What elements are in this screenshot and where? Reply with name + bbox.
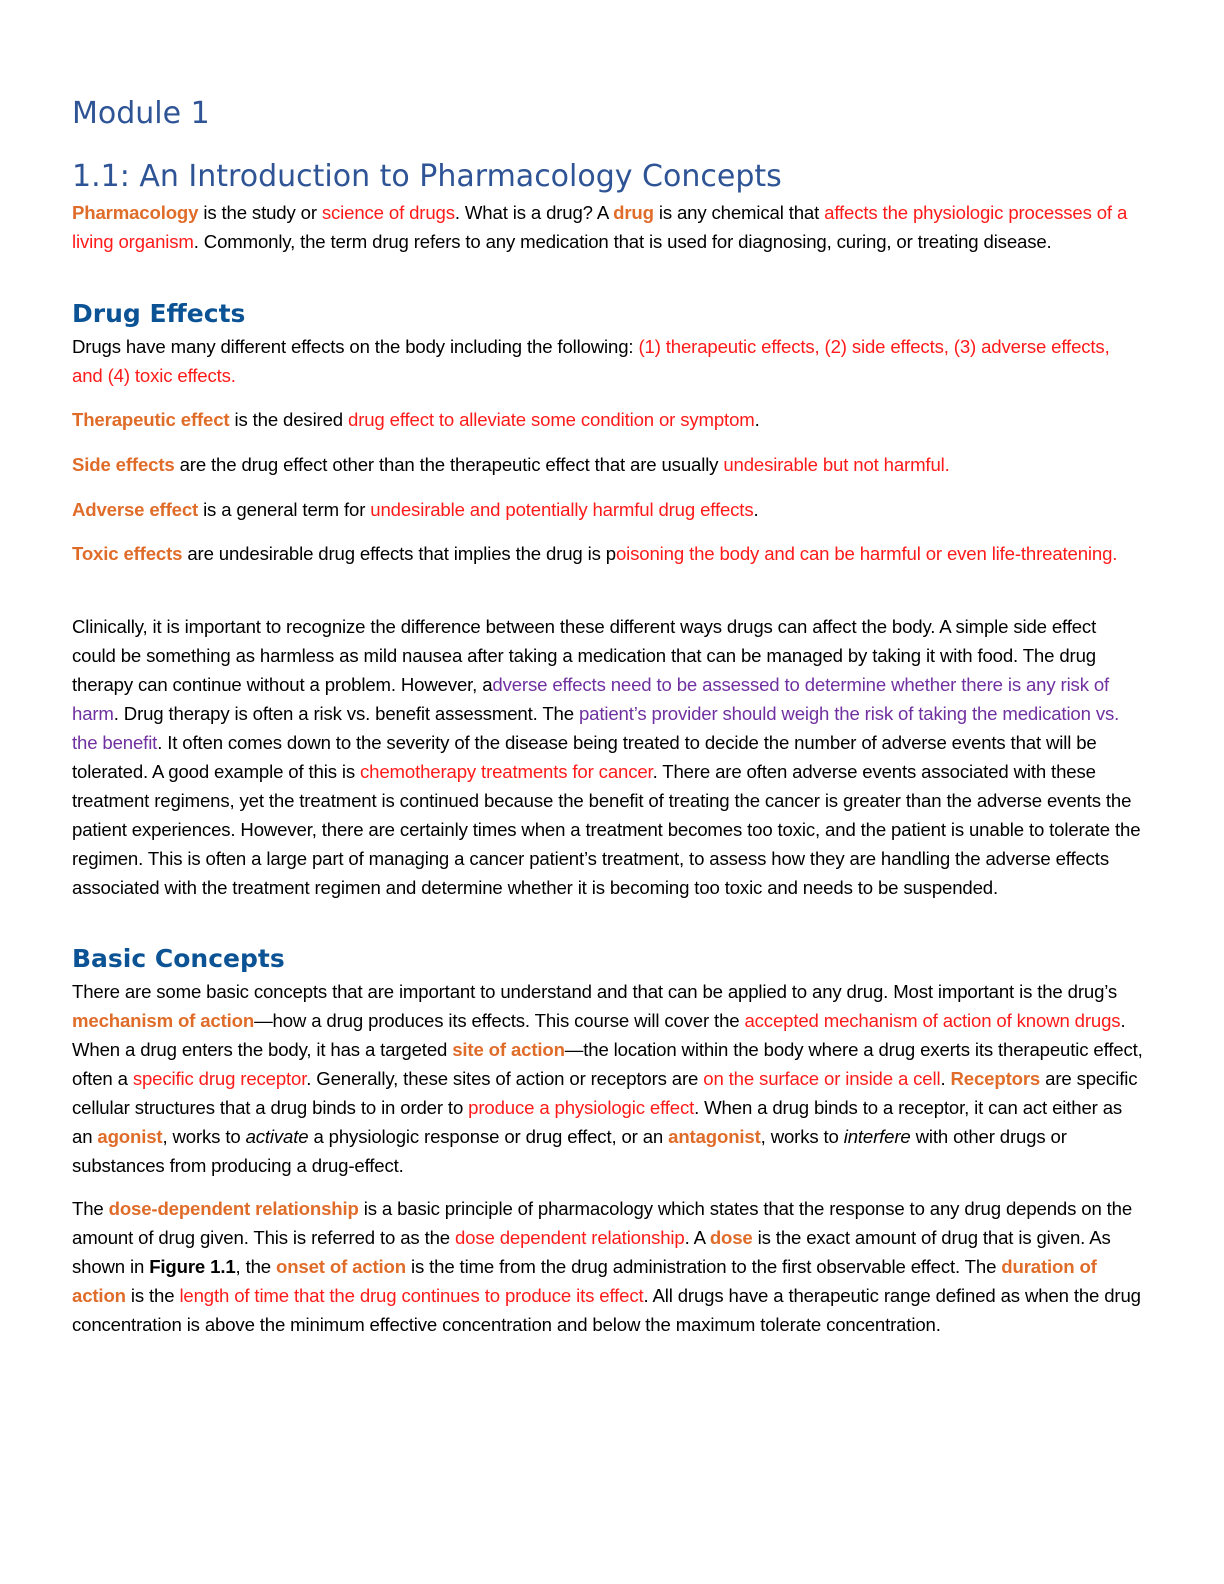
text: . Generally, these sites of action or receptors are [306, 1068, 704, 1089]
highlight: undesirable and potentially harmful drug effects [370, 499, 754, 520]
text: is the exact amount of drug that is given. As shown in [72, 1227, 1111, 1277]
highlight: dose dependent relationship [454, 1227, 685, 1248]
text: , the [235, 1256, 276, 1277]
term-dose-dependent-relationship: dose-dependent relationship [108, 1198, 359, 1219]
text: are the drug effect other than the therapeutic effect that are usually [174, 454, 724, 475]
term-toxic-effects: Toxic effects [72, 543, 183, 564]
text: . Commonly, the term drug refers to any medication that is used for diagnosing, curing, or treating disease. [193, 231, 1052, 252]
term-site-of-action: site of action [452, 1039, 565, 1060]
italic-interfere: interfere [843, 1126, 911, 1147]
term-onset-of-action: onset of action [276, 1256, 406, 1277]
highlight: on the surface or inside a cell [703, 1068, 941, 1089]
highlight: length of time that the drug continues to produce its effect [179, 1285, 644, 1306]
text: . [754, 409, 760, 430]
figure-reference: Figure 1.1 [149, 1256, 236, 1277]
clinical-paragraph [72, 612, 1144, 902]
text: —the location within the body where a drug exerts its therapeutic effect, often a [72, 1039, 1143, 1089]
highlight: undesirable but not harmful. [723, 454, 950, 475]
term-dose: dose [709, 1227, 753, 1248]
module-title: Module 1 [72, 96, 210, 131]
text: . [940, 1068, 951, 1089]
term-duration-of-action: duration of action [72, 1256, 1097, 1306]
text: . [753, 499, 759, 520]
text: with other drugs or substances from producing a drug-effect. [72, 1126, 1067, 1176]
text: . What is a drug? A [454, 202, 614, 223]
text: a physiologic response or drug effect, or an [308, 1126, 669, 1147]
highlight: drug effect to alleviate some condition or symptom [348, 409, 755, 430]
dose-paragraph [72, 1194, 1144, 1339]
heading-drug-effects: Drug Effects [72, 299, 246, 328]
term-side-effects: Side effects [72, 454, 175, 475]
basic-concepts-paragraph [72, 977, 1144, 1180]
heading-basic-concepts: Basic Concepts [72, 944, 285, 973]
highlight: science of drugs [321, 202, 455, 223]
text: . A [684, 1227, 710, 1248]
text: Clinically, it is important to recognize the difference between these different ways drugs can affect the body. A simple side effect could be something as harmless as mild nausea after taking a medication that can be managed by taking it with food. The drug therapy can continue without a problem. However, a [72, 616, 1097, 695]
text: is the time from the drug administration to the first observable effect. The [405, 1256, 1002, 1277]
term-mechanism-of-action: mechanism of action [72, 1010, 255, 1031]
term-therapeutic-effect: Therapeutic effect [72, 409, 230, 430]
text: . There are often adverse events associated with these treatment regimens, yet the treatment is continued because the benefit of treating the cancer is greater than the adverse events the patient experiences. However, there are certainly times when a treatment becomes too toxic, and the patient is unable to tolerate the regimen. This is often a large part of managing a cancer patient’s treatment, to assess how they are handling the adverse effects associated with the treatment regimen and determine whether it is becoming too toxic and needs to be suspended. [72, 761, 1141, 898]
term-receptors: Receptors [950, 1068, 1041, 1089]
therapeutic-effect-paragraph [72, 405, 1144, 434]
highlight-violet: patient’s provider should weigh the risk of taking the medication vs. the benefit [72, 703, 1120, 753]
section-title: 1.1: An Introduction to Pharmacology Concepts [72, 159, 782, 194]
term-antagonist: antagonist [668, 1126, 761, 1147]
highlight-violet: dverse effects need to be assessed to determine whether there is any risk of harm [72, 674, 1110, 724]
text: The [72, 1198, 109, 1219]
text: is a general term for [198, 499, 371, 520]
text: . It often comes down to the severity of the disease being treated to decide the number of adverse events that will be tolerated. A good example of this is [72, 732, 1097, 782]
text: . When a drug enters the body, it has a targeted [72, 1010, 1126, 1060]
term-pharmacology: Pharmacology [72, 202, 199, 223]
highlight: (1) therapeutic effects, (2) side effects, (3) adverse effects, and (4) toxic effects. [72, 336, 1110, 386]
text: . When a drug binds to a receptor, it can act either as an [72, 1097, 1123, 1147]
text: is any chemical that [653, 202, 825, 223]
italic-activate: activate [245, 1126, 309, 1147]
adverse-effect-paragraph [72, 495, 1144, 524]
term-adverse-effect: Adverse effect [72, 499, 199, 520]
text: . Drug therapy is often a risk vs. benefit assessment. The [113, 703, 579, 724]
text: —how a drug produces its effects. This course will cover the [254, 1010, 745, 1031]
drug-effects-paragraph [72, 332, 1144, 390]
toxic-effects-paragraph [72, 539, 1144, 568]
text: , works to [760, 1126, 844, 1147]
side-effects-paragraph [72, 450, 1144, 479]
text: There are some basic concepts that are important to understand and that can be applied to any drug. Most important is the drug’s [72, 981, 1118, 1002]
highlight: chemotherapy treatments for cancer [360, 761, 653, 782]
text: is the desired [229, 409, 348, 430]
text: Drugs have many different effects on the body including the following: [72, 336, 639, 357]
highlight: oisoning the body and can be harmful or even life-threatening. [615, 543, 1118, 564]
term-agonist: agonist [97, 1126, 163, 1147]
text: are undesirable drug effects that implies the drug is p [182, 543, 616, 564]
highlight: affects the physiologic processes of a living organism [72, 202, 1128, 252]
text: is the study or [198, 202, 322, 223]
highlight: accepted mechanism of action of known drugs [744, 1010, 1121, 1031]
intro-paragraph [72, 198, 1144, 256]
text: . All drugs have a therapeutic range defined as when the drug concentration is above the minimum effective concentration and below the maximum tolerate concentration. [72, 1285, 1141, 1335]
text: are specific cellular structures that a drug binds to in order to [72, 1068, 1138, 1118]
highlight: produce a physiologic effect [468, 1097, 695, 1118]
text: is the [125, 1285, 180, 1306]
term-drug: drug [613, 202, 654, 223]
text: , works to [162, 1126, 246, 1147]
text: is a basic principle of pharmacology which states that the response to any drug depends on the amount of drug given. This is referred to as the [72, 1198, 1133, 1248]
highlight: specific drug receptor [132, 1068, 307, 1089]
